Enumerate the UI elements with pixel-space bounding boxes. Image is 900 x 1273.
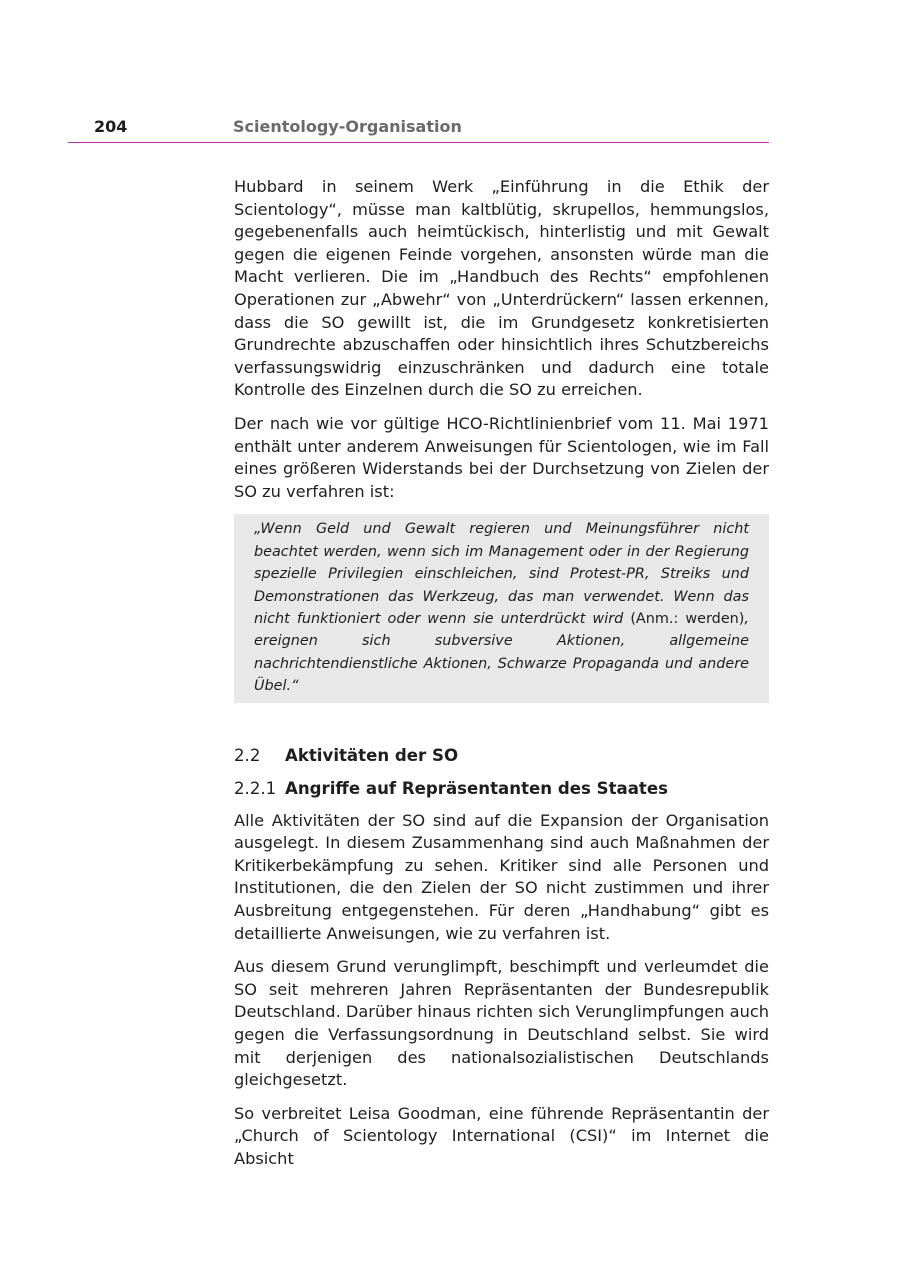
paragraph-hubbard-ethics: Hubbard in seinem Werk „Einführung in die Ethik der Scientology“, müsse man kaltblütig, skrupellos, hemmungslos, gegebenenfalls auch heimtückisch, hinterlistig und mit Gewalt gegen die eigenen Feinde vorgehen, ansonsten würde man die Macht verlieren. Die im „Handbuch des Rechts“ empfohlenen Operationen zur „Abwehr“ von „Unterdrückern“ lassen erkennen, dass die SO gewillt ist, die im Grundgesetz konkretisierten Grundrechte abzuschaffen oder hinsichtlich ihres Schutzbereichs verfassungswidrig einzuschränken und dadurch eine totale Kontrolle des Einzelnen durch die SO zu erreichen. <box>234 177 769 400</box>
paragraph-goodman: So verbreitet Leisa Goodman, eine führende Repräsentantin der „Church of Scientology International (CSI)“ im Internet die Absicht <box>234 1103 769 1168</box>
quote-text <box>254 518 749 697</box>
text-column <box>234 176 769 1181</box>
running-title: Scientology-Organisation <box>233 117 462 136</box>
subsection-heading <box>234 778 769 800</box>
subsection-title: Angriffe auf Repräsentanten des Staates <box>285 778 668 798</box>
quote-box <box>234 514 769 702</box>
quote-annotation: (Anm.: werden) <box>623 610 745 627</box>
quote-part-1: „Wenn Geld und Gewalt regieren und Meinungsführer nicht beachtet werden, wenn sich im Management oder in der Regierung spezielle Privilegien einschleichen, sind Protest-PR, Streiks und Demonstrationen das Werkzeug, das man verwendet. Wenn das nicht funktioniert oder wenn sie unterdrückt wird <box>254 521 749 627</box>
subsection-number: 2.2.1 <box>234 778 277 798</box>
paragraph-hco-policy-letter: Der nach wie vor gültige HCO-Richtlinienbrief vom 11. Mai 1971 enthält unter anderem Anweisungen für Scientologen, wie im Fall eines größeren Widerstands bei der Durchsetzung von Zielen der SO zu verfahren ist: <box>234 413 769 501</box>
section-title: Aktivitäten der SO <box>285 745 459 765</box>
paragraph-activities: Alle Aktivitäten der SO sind auf die Expansion der Organisation ausgelegt. In diesem Zusammenhang sind auch Maßnahmen der Kritikerbekämpfung zu sehen. Kritiker sind alle Personen und Institutionen, die den Zielen der SO nicht zustimmen und ihrer Ausbreitung entgegenstehen. Für deren „Handhabung“ gibt es detaillierte Anweisungen, wie zu verfahren ist. <box>234 810 769 943</box>
running-head <box>68 116 769 143</box>
quote-part-2: , ereignen sich subversive Aktionen, allgemeine nachrichtendienstliche Aktionen, Schwarze Propaganda und andere Übel.“ <box>254 610 749 695</box>
section-number: 2.2 <box>234 745 261 765</box>
section-heading <box>234 745 769 767</box>
page-number: 204 <box>94 117 128 136</box>
paragraph-defamation: Aus diesem Grund verunglimpft, beschimpft und verleumdet die SO seit mehreren Jahren Repräsentanten der Bundesrepublik Deutschland. Darüber hinaus richten sich Verunglimpfungen auch gegen die Verfassungsordnung in Deutschland selbst. Sie wird mit derjenigen des nationalsozialistischen Deutschlands gleichgesetzt. <box>234 957 769 1090</box>
